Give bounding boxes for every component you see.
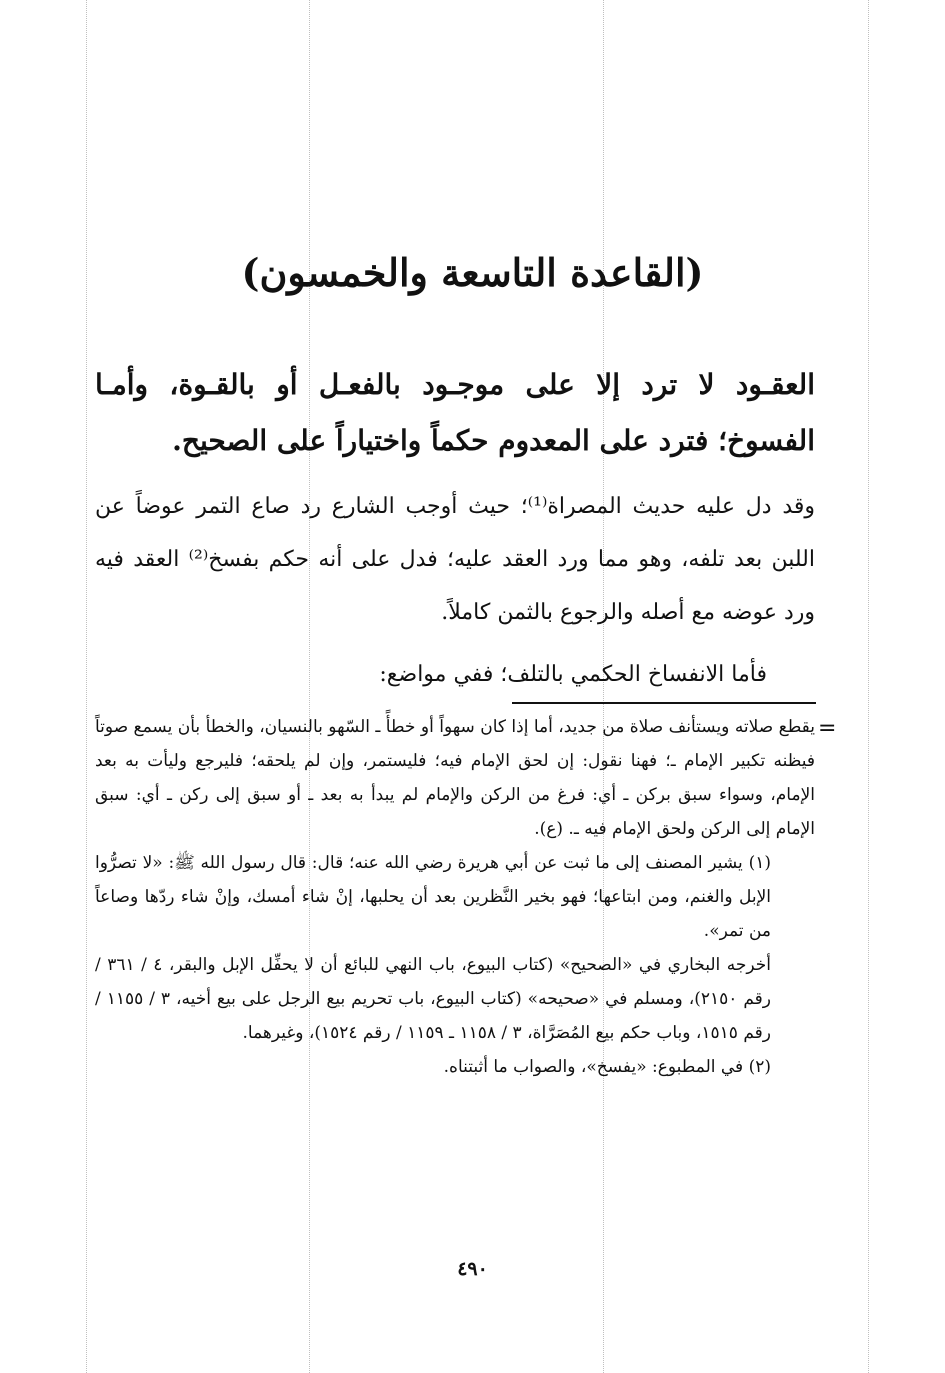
scan-guide-line [86,0,87,1373]
paragraph: فأما الانفساخ الحكمي بالتلف؛ ففي مواضع: [379,662,767,687]
footnote-1-source: أخرجه البخاري في «الصحيح» (كتاب البيوع، باب النهي للبائع أن لا يحفِّل الإبل والبقر، ٤ / ٣٦١ / رقم ٢١٥٠)، ومسلم في «صحيحه» (كتاب البيوع، باب تحريم بيع الرجل على بيع أخيه، ٣ / ١١٥٥ / رقم ١٥١٥، وباب حكم بيع المُصَرَّاة، ٣ / ١١٥٨ ـ ١١٥٩ / رقم ١٥٢٤)، وغيرهما. [95,955,771,1043]
footnote-1: (١) يشير المصنف إلى ما ثبت عن أبي هريرة رضي الله عنه؛ قال: قال رسول الله ﷺ: «لا تصرُّوا الإبل والغنم، ومن ابتاعها؛ فهو بخير النَّظرين بعد أن يحلبها، إنْ شاء أمسك، وإنْ شاء ردّها وصاعاً من تمر». [95,853,771,941]
footnotes [95,710,815,1084]
rule-heading: (القاعدة التاسعة والخمسون) [241,250,704,295]
paragraph: وقد دل عليه حديث المصراة⁽¹⁾؛ حيث أوجب الشارع رد صاع التمر عوضاً عن اللبن بعد تلفه، وهو مما ورد العقد عليه؛ فدل على أنه حكم بفسخ⁽²⁾ العقد فيه ورد عوضه مع أصله والرجوع بالثمن كاملاً. [95,494,816,625]
rule-statement: العقـود لا ترد إلا على موجـود بالفعـل أو بالقـوة، وأمـا الفسوخ؛ فترد على المعدوم حكماً واختياراً على الصحيح. [95,368,815,457]
page-number: ٤٩٠ [457,1258,488,1280]
scan-guide-line [868,0,869,1373]
footnote-continuation-mark: = [818,716,837,741]
main-text [95,480,815,701]
footnote-continuation: يقطع صلاته ويستأنف صلاة من جديد، أما إذا كان سهواً أو خطأً ـ السّهو بالنسيان، والخطأ بأن يسمع صوتاً فيظنه تكبير الإمام ـ؛ فهنا نقول: إن لحق الإمام فيه؛ فليستمر، وإن لم يلحقه؛ فليرجع وليأت به بعد الإمام، وسواء سبق بركن ـ أي: فرغ من الركن والإمام لم يبدأ به بعد ـ أو سبق إلى ركن ـ أي: سبق الإمام إلى الركن ولحق الإمام فيه ـ. (ع). [95,717,815,839]
footnote-separator [512,702,816,704]
footnote-2: (٢) في المطبوع: «يفسخ»، والصواب ما أثبتناه. [443,1057,771,1077]
